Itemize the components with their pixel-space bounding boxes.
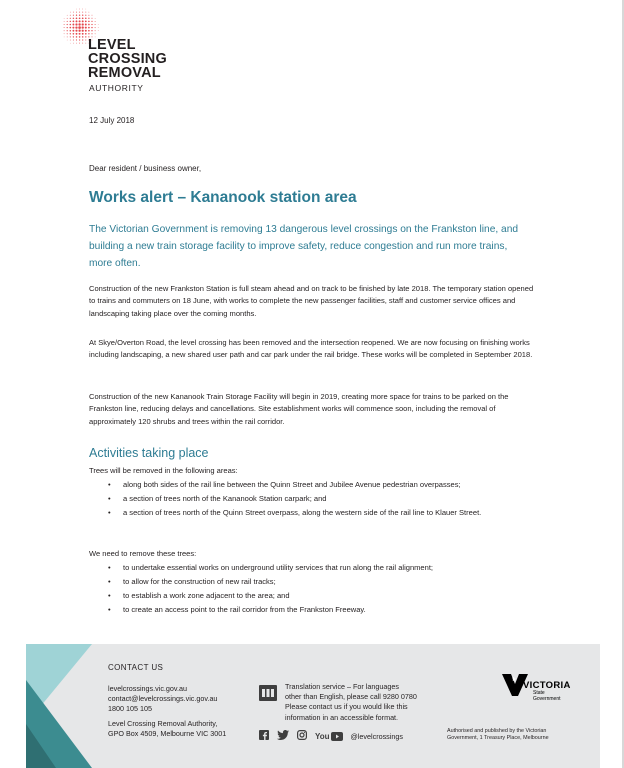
instagram-icon[interactable] — [297, 730, 307, 742]
list-item: • a section of trees north of the Quinn Street overpass, along the western side of the rail line to Klauer Street. — [89, 507, 537, 519]
list-item: • a section of trees north of the Kananook Station carpark; and — [89, 493, 537, 505]
bullet-icon: • — [108, 480, 111, 489]
bullet-icon: • — [108, 563, 111, 572]
list-item: • to create an access point to the rail corridor from the Frankston Freeway. — [89, 604, 537, 616]
bullet-icon: • — [108, 590, 111, 600]
translation-service: Translation service – For languages other than English, please call 9280 0780 Please contact us if you would like this information in an accessible format. — [285, 682, 417, 722]
list-item: • to undertake essential works on underground utility services that run along the rail alignment; — [89, 562, 537, 574]
list-item: • along both sides of the rail line between the Quinn Street and Jubilee Avenue pedestrian overpasses; — [89, 479, 537, 491]
email-link[interactable]: contact@levelcrossings.vic.gov.au — [108, 694, 218, 704]
footer — [26, 644, 600, 768]
facebook-icon[interactable] — [259, 730, 269, 742]
logo-line-1: LEVEL — [88, 37, 136, 53]
paragraph-kananook: Construction of the new Kananook Train Storage Facility will begin in 2019, creating more space for trains to be parked on the Frankston line, reducing delays and cancellations. Site establishment works will commence soon, including the removal of approximately 120 shrubs and trees within the rail corridor. — [89, 392, 509, 426]
bullet-icon: • — [108, 604, 111, 614]
victoria-wordmark: VICTORIA — [523, 680, 571, 691]
reasons-list — [89, 562, 537, 618]
paragraph-frankston: Construction of the new Frankston Station is full steam ahead and on track to be finished by late 2018. The temporary station opened to trains and commuters on 18 June, with works to complete the new passenger facilities, staff and customer service offices and landscaping taking place over the coming months. — [89, 284, 534, 318]
logo-line-2: CROSSING — [88, 51, 167, 67]
trees-intro: Trees will be removed in the following areas: — [89, 466, 238, 475]
paragraph-skye-overton: At Skye/Overton Road, the level crossing has been removed and the intersection reopened. We are now focusing on finishing works including landscaping, a new shared user path and car park under the rail bridge. These works will be completed in September 2018. — [89, 338, 533, 360]
twitter-icon[interactable] — [277, 730, 289, 742]
bullet-icon: • — [108, 576, 111, 586]
translation-icon — [259, 685, 277, 701]
logo-sub: AUTHORITY — [89, 83, 144, 93]
bullet-icon: • — [108, 507, 111, 517]
postal-address: Level Crossing Removal Authority, GPO Box 4509, Melbourne VIC 3001 — [108, 719, 227, 739]
list-item: • to allow for the construction of new rail tracks; — [89, 576, 537, 588]
lead-paragraph: The Victorian Government is removing 13 dangerous level crossings on the Frankston line, and building a new train storage facility to improve safety, reduce congestion and run more trains, more often. — [89, 224, 519, 269]
contact-heading: CONTACT US — [108, 663, 164, 672]
section-heading: Activities taking place — [89, 446, 209, 460]
page-title: Works alert – Kananook station area — [89, 189, 357, 206]
authorised-statement: Authorised and published by the Victorian Government, 1 Treasury Place, Melbourne — [447, 728, 549, 742]
web-link[interactable]: levelcrossings.vic.gov.au — [108, 684, 187, 693]
social-handle[interactable]: @levelcrossings — [350, 731, 403, 741]
social-links — [259, 730, 403, 742]
tree-areas-list — [89, 479, 537, 521]
victoria-logo — [502, 668, 572, 708]
victoria-sub: State Government — [533, 690, 561, 702]
phone-number: 1800 105 105 — [108, 704, 152, 714]
list-item: • to establish a work zone adjacent to the area; and — [89, 590, 537, 602]
reasons-intro: We need to remove these trees: — [89, 549, 197, 558]
footer-triangles — [26, 644, 96, 768]
logo-line-3: REMOVAL — [88, 65, 161, 81]
lxra-logo — [60, 8, 180, 104]
letter-date: 12 July 2018 — [89, 116, 135, 125]
salutation: Dear resident / business owner, — [89, 164, 202, 173]
contact-details — [108, 684, 217, 715]
bullet-icon: • — [108, 493, 111, 503]
youtube-icon[interactable]: You — [315, 732, 343, 741]
